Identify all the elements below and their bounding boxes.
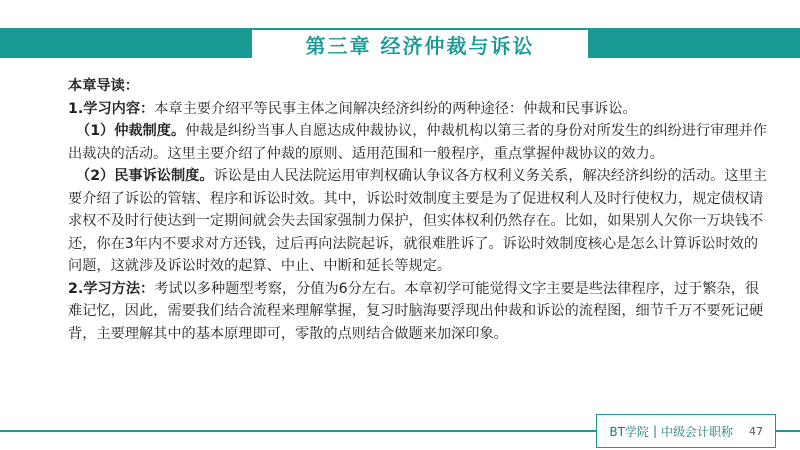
arbitration-label: （1）仲裁制度。 bbox=[76, 123, 186, 139]
civil-litigation-label: （2）民事诉讼制度。 bbox=[76, 168, 214, 184]
arbitration-text: 仲裁是纠纷当事人自愿达成仲裁协议，仲裁机构以第三者的身份对所发生的纠纷进行审理并作出裁决的活动。这里主要介绍了仲裁的原则、适用范围和一般程序，重点掌握仲裁协议的效力。 bbox=[68, 123, 767, 162]
footer-brand: BT学院 bbox=[609, 424, 649, 439]
chapter-title: 第三章 经济仲裁与诉讼 bbox=[305, 33, 535, 58]
footer-separator: | bbox=[652, 424, 657, 438]
title-bar-right-band bbox=[588, 30, 800, 58]
page-number: 47 bbox=[749, 424, 763, 438]
guide-heading: 本章导读： bbox=[68, 78, 139, 94]
study-content-text: 本章主要介绍平等民事主体之间解决经济纠纷的两种途径：仲裁和民事诉讼。 bbox=[154, 100, 637, 117]
study-content-paragraph bbox=[68, 98, 768, 121]
chapter-title-bar bbox=[0, 30, 800, 58]
footer-course: 中级会计职称 bbox=[660, 424, 733, 439]
study-method-text: 考试以多种题型考察，分值为6分左右。本章初学可能觉得文字主要是些法律程序，过于繁杂，很难记忆，因此，需要我们结合流程来理解掌握，复习时脑海要浮现出仲裁和诉讼的流程图，细节千万不要死记硬背，主要理解其中的基本原理即可，零散的点则结合做题来加深印象。 bbox=[68, 280, 764, 342]
title-bar-left-band bbox=[0, 30, 252, 58]
title-center bbox=[252, 30, 588, 58]
study-method-paragraph bbox=[68, 278, 768, 346]
civil-litigation-text: 诉讼是由人民法院运用审判权确认争议各方权利义务关系，解决经济纠纷的活动。这里主要介绍了诉讼的管辖、程序和诉讼时效。其中，诉讼时效制度主要是为了促进权利人及时行使权力，规定债权请求权不及时行使达到一定期间就会失去国家强制力保护，但实体权利仍然存在。比如，如果别人欠你一万块钱不还，你在3年内不要求对方还钱，过后再向法院起诉，就很难胜诉了。诉讼时效制度核心是怎么计算诉讼时效的问题，这就涉及诉讼时效的起算、中止、中断和延长等规定。 bbox=[68, 168, 767, 274]
footer-badge bbox=[596, 414, 776, 448]
arbitration-paragraph bbox=[68, 120, 768, 165]
study-content-label: 1.学习内容： bbox=[68, 100, 155, 117]
civil-litigation-paragraph bbox=[68, 165, 768, 278]
study-method-label: 2.学习方法： bbox=[68, 280, 155, 297]
chapter-guide-content bbox=[68, 75, 768, 345]
